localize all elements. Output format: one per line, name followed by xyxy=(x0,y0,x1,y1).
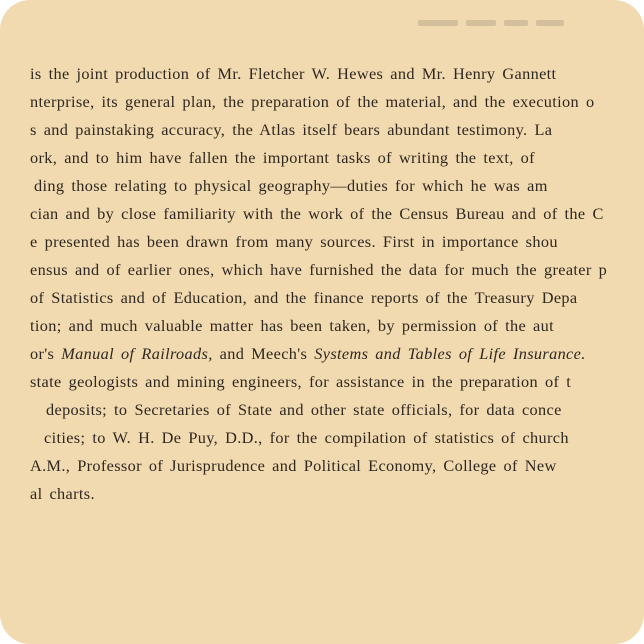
text-fragment: or's xyxy=(30,344,62,363)
text-line: deposits; to Secretaries of State and other state officials, for data conce xyxy=(46,400,562,419)
text-line: e presented has been drawn from many sources. First in importance shou xyxy=(30,232,558,251)
document-body xyxy=(0,62,644,532)
text-line: tion; and much valuable matter has been taken, by permission of the aut xyxy=(30,316,554,335)
text-line: is the joint production of Mr. Fletcher W. Hewes and Mr. Henry Gannett xyxy=(30,64,557,83)
book-title-life-insurance: Systems and Tables of Life Insurance. xyxy=(314,344,586,363)
cropped-header-text xyxy=(418,6,568,30)
text-line: of Statistics and of Education, and the finance reports of the Treasury Depa xyxy=(30,288,578,307)
text-line: cities; to W. H. De Puy, D.D., for the compilation of statistics of church xyxy=(44,428,569,447)
text-line: ensus and of earlier ones, which have furnished the data for much the greater p xyxy=(30,260,608,279)
text-line: s and painstaking accuracy, the Atlas itself bears abundant testimony. La xyxy=(30,120,553,139)
book-title-railroads: Manual of Railroads, xyxy=(61,344,213,363)
text-line: A.M., Professor of Jurisprudence and Political Economy, College of New xyxy=(30,456,557,475)
text-line: ding those relating to physical geography—duties for which he was am xyxy=(34,176,548,195)
text-line: al charts. xyxy=(30,484,95,503)
text-line-with-italic-titles xyxy=(30,342,586,366)
text-line: nterprise, its general plan, the preparation of the material, and the execution o xyxy=(30,92,595,111)
text-line: ork, and to him have fallen the important tasks of writing the text, of xyxy=(30,148,535,167)
text-line: cian and by close familiarity with the work of the Census Bureau and of the C xyxy=(30,204,604,223)
text-line: state geologists and mining engineers, for assistance in the preparation of t xyxy=(30,372,572,391)
text-fragment: and Meech's xyxy=(212,344,315,363)
